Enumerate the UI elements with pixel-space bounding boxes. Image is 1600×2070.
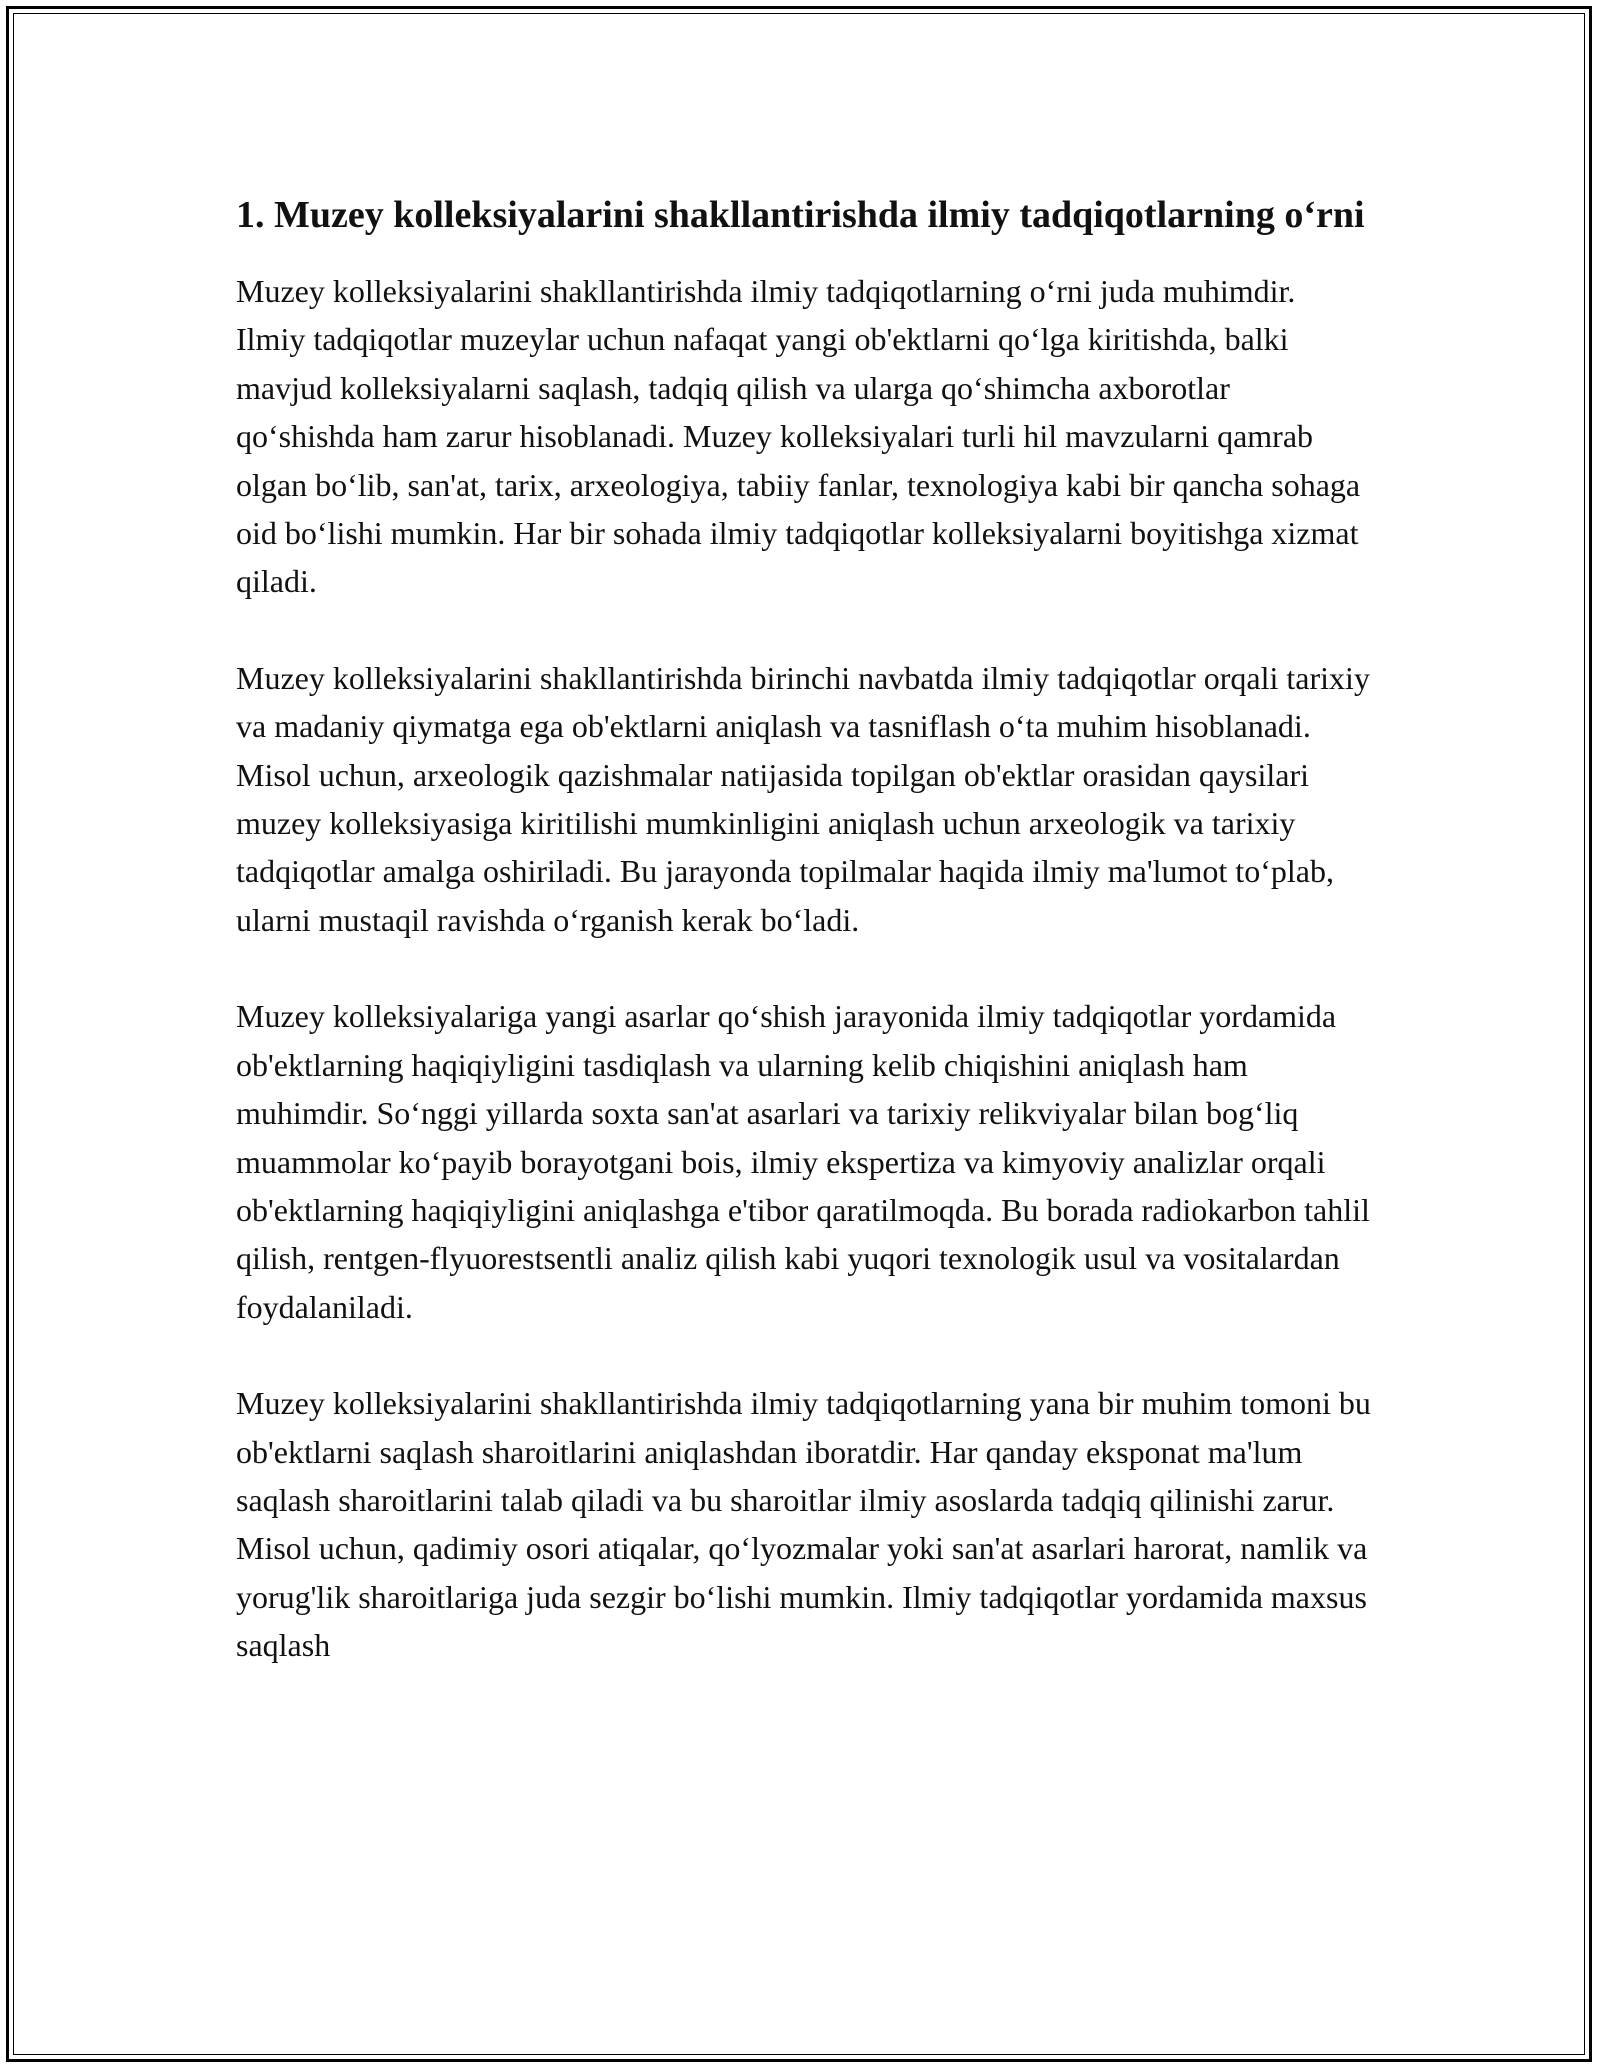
paragraph-1: Muzey kolleksiyalarini shakllantirishda ilmiy tadqiqotlarning o‘rni juda muhimdir. Ilmiy tadqiqotlar muzeylar uchun nafaqat yangi ob'ektlarni qo‘lga kiritishda, balki mavjud kolleksiyalarni saqlash, tadqiq qilish va ularga qo‘shimcha axborotlar qo‘shishda ham zarur hisoblanadi. Muzey kolleksiyalari turli hil mavzularni qamrab olgan bo‘lib, san'at, tarix, arxeologiya, tabiiy fanlar, texnologiya kabi bir qancha sohaga oid bo‘lishi mumkin. Har bir sohada ilmiy tadqiqotlar kolleksiyalarni boyitishga xizmat qiladi. (236, 273, 1361, 600)
paragraph-2: Muzey kolleksiyalarini shakllantirishda birinchi navbatda ilmiy tadqiqotlar orqali tarixiy va madaniy qiymatga ega ob'ektlarni aniqlash va tasniflash o‘ta muhim hisoblanadi. Misol uchun, arxeologik qazishmalar natijasida topilgan ob'ektlar orasidan qaysilari muzey kolleksiyasiga kiritilishi mumkinligini aniqlash uchun arxeologik va tarixiy tadqiqotlar amalga oshiriladi. Bu jarayonda topilmalar haqida ilmiy ma'lumot to‘plab, ularni mustaqil ravishda o‘rganish kerak bo‘ladi. (236, 659, 1370, 938)
section-heading: 1. Muzey kolleksiyalarini shakllantirishda ilmiy tadqiqotlarning o‘rni (236, 194, 1365, 236)
paragraph-3: Muzey kolleksiyalariga yangi asarlar qo‘shish jarayonida ilmiy tadqiqotlar yordamida ob'ektlarning haqiqiyligini tasdiqlash va ularning kelib chiqishini aniqlash ham muhimdir. So‘nggi yillarda soxta san'at asarlari va tarixiy relikviyalar bilan bog‘liq muammolar ko‘payib borayotgani bois, ilmiy ekspertiza va kimyoviy analizlar orqali ob'ektlarning haqiqiyligini aniqlashga e'tibor qaratilmoqda. Bu borada radiokarbon tahlil qilish, rentgen-flyuorestsentli analiz qilish kabi yuqori texnologik usul va vositalardan foydalaniladi. (236, 998, 1370, 1325)
document-body (236, 187, 1371, 1718)
paragraph-4: Muzey kolleksiyalarini shakllantirishda ilmiy tadqiqotlarning yana bir muhim tomoni bu ob'ektlarni saqlash sharoitlarini aniqlashdan iboratdir. Har qanday eksponat ma'lum saqlash sharoitlarini talab qiladi va bu sharoitlar ilmiy asoslarda tadqiq qilinishi zarur. Misol uchun, qadimiy osori atiqalar, qo‘lyozmalar yoki san'at asarlari harorat, namlik va yorug'lik sharoitlariga juda sezgir bo‘lishi mumkin. Ilmiy tadqiqotlar yordamida maxsus saqlash (236, 1385, 1371, 1664)
